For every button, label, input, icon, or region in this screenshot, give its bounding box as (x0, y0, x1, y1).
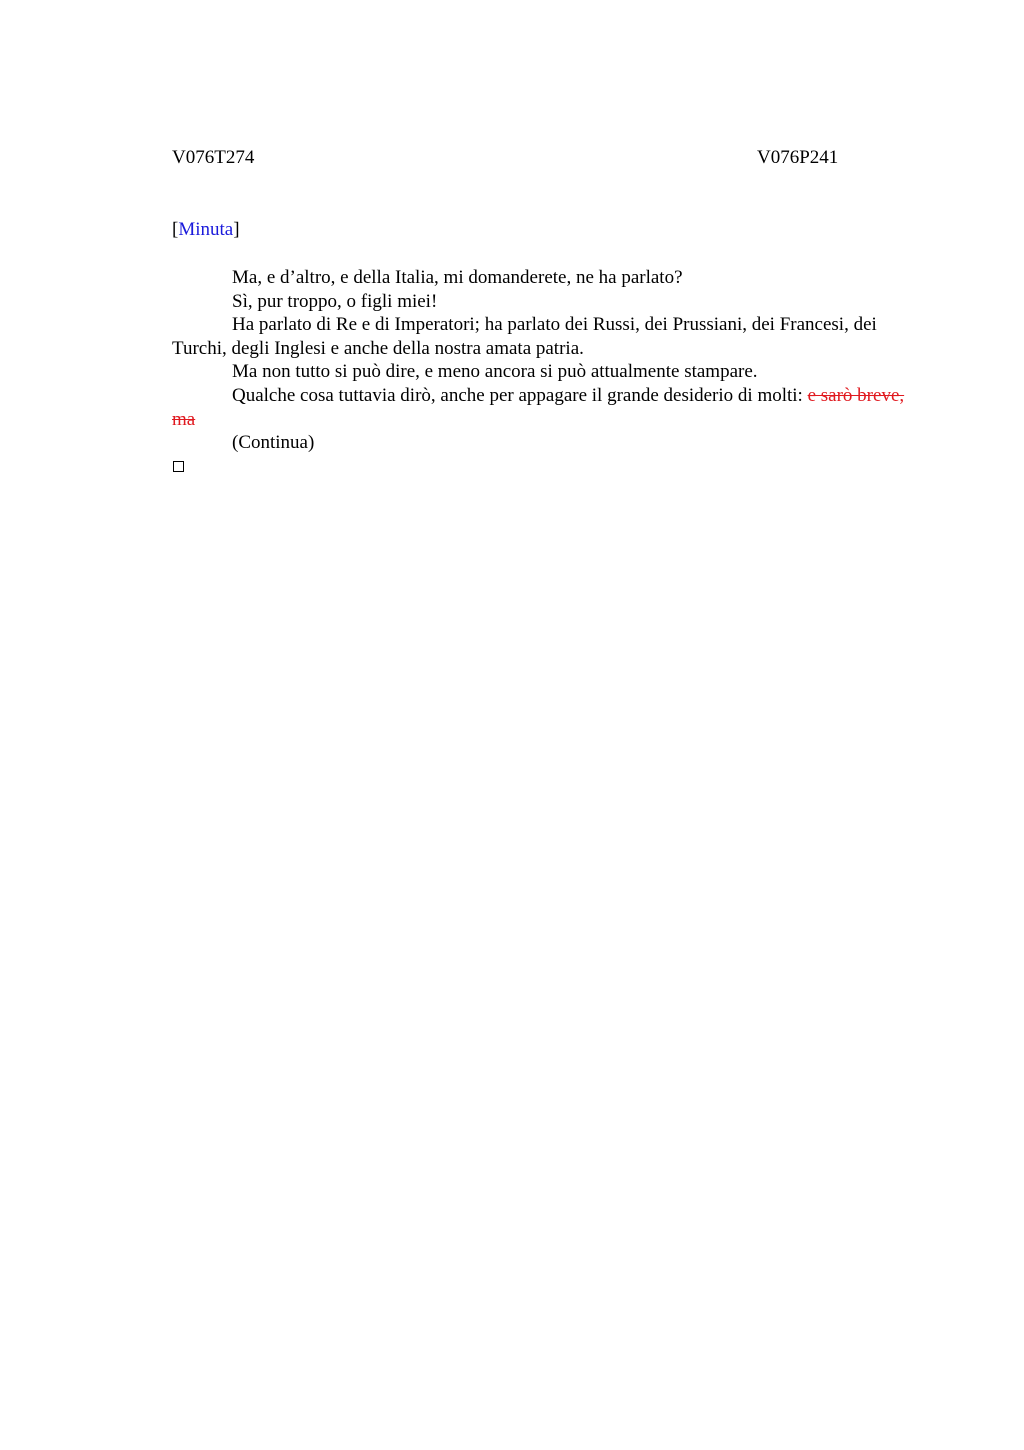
paragraph-with-deletion (172, 384, 912, 431)
deleted-text: e sarò breve, ma (172, 384, 905, 430)
draft-tag (172, 219, 240, 241)
empty-square-icon (173, 461, 184, 472)
document-code-left: V076T274 (172, 147, 255, 168)
paragraph: Ha parlato di Re e di Imperatori; ha parlato dei Russi, dei Prussiani, dei Francesi, dei Turchi, degli Inglesi e anche della nostra amata patria. (172, 314, 877, 359)
document-code-right: V076P241 (757, 147, 839, 168)
document-body (172, 266, 912, 472)
tag-open-bracket: [ (172, 219, 179, 240)
paragraph: Ma non tutto si può dire, e meno ancora si può attualmente stampare. (232, 361, 758, 383)
tag-close-bracket: ] (233, 219, 240, 240)
tag-word: Minuta (178, 219, 234, 240)
paragraph: Ma, e d’altro, e della Italia, mi domanderete, ne ha parlato? (232, 267, 683, 288)
paragraph: Sì, pur troppo, o figli miei! (232, 290, 438, 312)
paragraph-text: Qualche cosa tuttavia dirò, anche per appagare il grande desiderio di molti: (232, 384, 808, 406)
continua-note: (Continua) (232, 432, 315, 454)
